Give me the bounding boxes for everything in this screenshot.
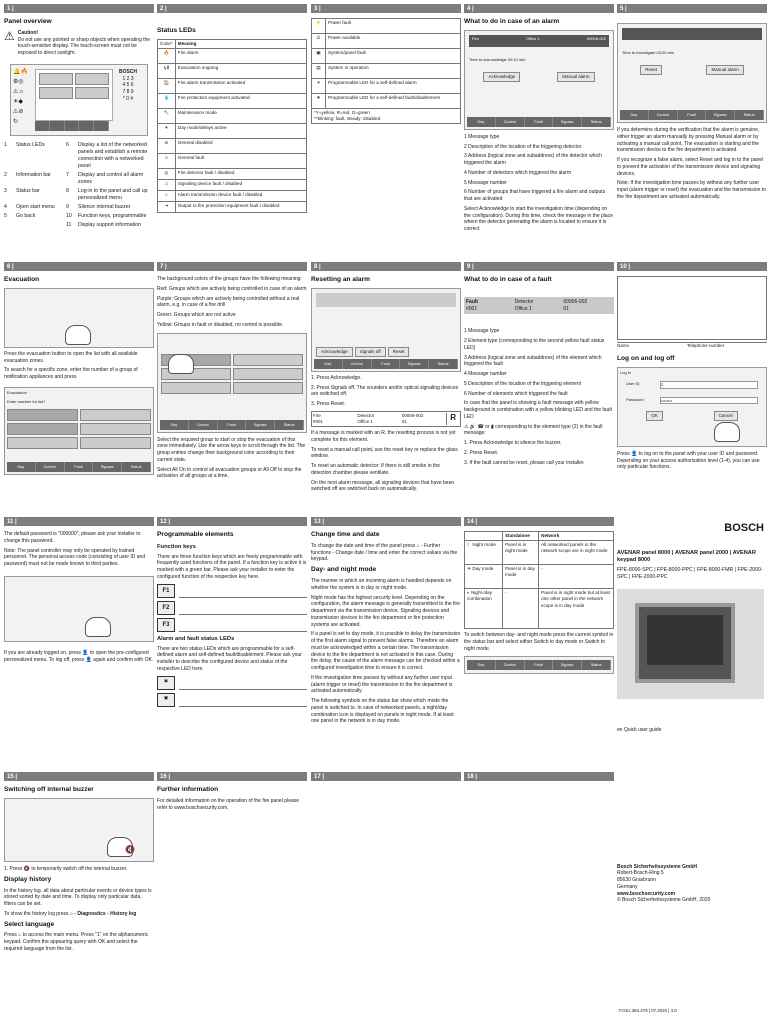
cover-panel: BOSCH AVENAR panel 8000 | AVENAR panel 2000 | AVENAR keypad 8000 FPE-8000-SPC | FPE-8000-PPC | FPE-8000-FMR | FPE-2000-SPC | FPE-2000-PPC en Quick user guide Bosch Sicherheitssysteme GmbH Robert-Bosch-Ring 5 85630 Grasbrunn Germany www.boschsecurity.com © Bosch Sicherheitssysteme GmbH, 2020 F.01U.384.479 | 07.2020 | 4.0	[617, 522, 764, 1014]
section-13: 13 | Change time and date To change the date and time of the panel press ⌂ - Further functions - Change date / time and enter the correct values via the keypad. Day- and night mode The manner in which an incoming alarm is handled depends on whether the system is in day or night mode. Night mode has the highest security level. Depending on the configuration, the alarm message is generally transmitted to the fire department via the transmission device. Signaling devices and transmission devices to the fire department or fire protection systems are activated. If a panel is set to day mode, it is possible to delay the transmission of the first alarm signal to prevent false alarms. Therefore an alarm must be acknowledged within a certain time. The transmission device to the fire department is not activated in this case. During the delay, the cause of the alarm message can be checked within a configured investigation time to ensure it is correct. If the investigation time passes by without any further user input (alarm trigger or reset) the transmission to the fire department is activated automatically. The following symbols on the status bar show which mode the panel is switched to. In case of networked panels, a night/day combination icon is displayed on panels in night mode. If at least one panel in the network is in day mode.	[311, 519, 461, 725]
section-header: 18 |	[464, 772, 614, 781]
section-header: 10 |	[617, 262, 767, 271]
section-5: 5 | Time to investigate 03:00 min Reset Manual alarm Day Control Fault Bypass Status If you determine during the verification that the alarm is genuine, either trigger an alarm manually by pressing Manual alarm or by activating a manual call point. The evacuation is starting and the transmission device to the fire department is activated. If you recognize a false alarm, select Reset and log in to the panel to prevent the activation of the transmission device and signaling devices. Note: If the investigation time passes by without any further user input (alarm trigger or reset) the evacuation and the transmission to the fire department are activated automatically.	[617, 6, 766, 200]
section-title: Status LEDs	[157, 27, 196, 34]
section-2	[157, 0, 307, 213]
legend-list	[4, 142, 154, 229]
acknowledge-button[interactable]: Acknowledge	[483, 72, 520, 82]
page-title: Panel overview	[4, 18, 52, 25]
programmable-alarm-led: ✶	[157, 676, 307, 690]
reset-message: Fire #001 Detector Office 1 00006-002 01 R	[311, 411, 461, 427]
function-key-f2[interactable]: F2	[157, 601, 307, 615]
section-header: 4 |	[464, 4, 614, 13]
keypad[interactable]: BOSCH 1 2 3 4 5 6 7 8 9 * 0 #	[118, 68, 138, 102]
section-header: 3 |	[311, 4, 461, 13]
display-area	[35, 69, 113, 121]
home-icon: ⌂	[69, 910, 73, 917]
manual-alarm-button[interactable]: Manual alarm	[557, 72, 594, 82]
status-led-table: Color* Meaning 🔥 Fire alarm 📢 Evacuation ongoing 🏠 Fire alarm transmission activated 💧 Fire protection equipment activated 🔧 Maintenance mode ☀ Day mode/delays active ⊘ General disabled ⚠ General fault ◎ Fire detector fault / disabled ♫ Signaling device fault / disabled ⌂ Alarm transmission device fault / disabled ⇥ Output to fire protection equipment fault / disabled	[157, 39, 307, 213]
reset-screen: Acknowledge Signals off Reset Day Control Fault Bypass Status	[311, 288, 461, 372]
fire-alarm-icon: 🔥	[158, 49, 176, 64]
detector-icon: ◎	[158, 169, 176, 180]
system-fault-icon: ▣	[312, 49, 326, 64]
buzzer-screen	[4, 798, 154, 862]
status-led-icons: 🔔🔥 ⚙◎ ⚠☼ ☀◆ ⚠⊘ ↻	[13, 68, 28, 125]
bosch-logo: BOSCH	[724, 522, 764, 534]
list-item: 1 Status LEDs 6 Display a list of the networked panels and establish a remote connection with a networked panel	[4, 141, 148, 169]
cancel-button[interactable]: Cancel	[714, 411, 738, 421]
instruction-text: Select Acknowledge to start the investigation time (depending on the configuration). During this time, check the message in the place where the detector generating the alarm is located to ensure it is correct.	[464, 205, 613, 233]
section-title: Evacuation	[4, 276, 40, 283]
section-16: 16 | Further information For detailed information on the operation of the fire panel please refer to www.boschsecurity.com.	[157, 768, 307, 814]
evacuation-icon: 📢	[158, 64, 176, 79]
section-header: 6 |	[4, 262, 154, 271]
sun-icon: ☀	[467, 566, 472, 572]
transmission-fault-icon: ⌂	[158, 191, 176, 202]
acknowledge-button[interactable]: Acknowledge	[316, 347, 353, 357]
caution-title: Caution!	[17, 29, 39, 36]
programmable-alarm-icon: ✶	[312, 79, 326, 94]
list-item: 3 Status bar 8 Log-in to the panel and call up personalized menu	[4, 187, 148, 201]
section-title: Resetting an alarm	[311, 276, 370, 283]
caution-box	[4, 30, 154, 60]
section-17	[311, 768, 461, 786]
section-title: Further information	[157, 786, 219, 793]
section-header: 5 |	[617, 4, 767, 13]
section-9: 9 | What to do in case of a fault Fault #001 Detector Office 1 00006-002 01 1 Message type 2 Element type (corresponding to the second yellow fault status LED) 3 Address (logical zone and subaddress) of the element which triggered the fault 4 Message number 5 Description of the location of the triggering element 6 Number of elements which triggered the fault In case that the panel is showing a fault message with yellow background in combination with a yellow blinking LED and the fault LED ⚠ 🔊 ☎ or ▮ corresponding to the element type (2) in the fault message: 1. Press Acknowledge to silence the buzzer. 2. Press Reset. 3. If the fault cannot be reset, please call your installer.	[464, 258, 614, 469]
reset-button[interactable]: Reset	[640, 65, 662, 75]
disabled-icon: ⊘	[158, 139, 176, 154]
section-12: 12 | Programmable elements Function keys There are three function keys which are freely programmable with frequently used functions of the panel. If a function key is active it is marked with a green bar. Please ask your installer to enter the configured function of the respective key here. F1 F2 F3 Alarm and fault status LEDs There are two status LEDs which are programmable for a self-defined alarm and self-defined fault/disablement. Please ask your installer to describe the configured device and status of the respective LED here. ✶ ✷	[157, 513, 307, 710]
system-ok-icon: ▤	[312, 64, 326, 79]
wrench-icon: 🔧	[158, 109, 176, 124]
section-14: 14 | Standalone Network ☾ Night mode Panel is in night mode All networked panels in the network scope are in night mode ☀ Day mode Panel is in day mode - ◐ Night-/day combination - Panel is in night mode but at least one other panel in the network scope is in day mode To switch between day- and night mode press the current symbol in the status bar and select either Switch to day mode or Switch to night mode. Day Control Fault Bypass Status	[464, 513, 614, 674]
day-night-icon: ◐	[467, 590, 470, 596]
section-15: 15 | Switching off internal buzzer 🔇 1. Press 🔇 to temporarily switch off the internal buzzer. Display history In the history log, all data about particular events or device types is stored sorted by date and time. To display only particular data, filters can be set. To show the history log press ⌂ - Diagnostics - History log Select language Press ⌂ to access the main menu. Press "1" on the alphanumeric keypad. Confirm the appearing query with OK and select the required language from the list.	[4, 768, 154, 1020]
section-6: 6 | Evacuation Press the evacuation button to open the list with all available evacuation zones. To search for a specific zone, enter the number of a group of notification appliances and press Evacuation Enter number for list? Day Control Fault Bypass Status	[4, 258, 154, 513]
section-header: 7 |	[157, 262, 307, 271]
product-image	[617, 589, 764, 699]
section-18	[464, 768, 614, 786]
group-selection-screen: Day Control Fault Bypass Status	[157, 333, 307, 433]
status-bar-illustration: Day Control Fault Bypass Status	[464, 656, 614, 674]
manual-alarm-button[interactable]: Manual alarm	[706, 65, 743, 75]
function-key-f1[interactable]: F1	[157, 584, 307, 598]
section-title: Change time and date	[311, 531, 380, 538]
status-led-table-2: ⚡ Power fault ⏻ Power available ▣ System/panel fault ▤ System in operation ✶ Programmable LED for a self-defined alarm ✷ Programmable LED for a self-defined fault/disablement *Y=yellow, R=red, G=green **blinking: fault, steady: disabled	[311, 18, 461, 124]
section-title: Programmable elements	[157, 531, 234, 538]
sprinkler-icon: 💧	[158, 94, 176, 109]
password-field[interactable]: ••••••••	[660, 397, 758, 404]
section-title: Switching off internal buzzer	[4, 786, 94, 793]
signals-off-button[interactable]: Signals off	[355, 347, 386, 357]
sun-icon: ☀	[158, 124, 176, 139]
evacuation-list-screen: Evacuation Enter number for list? Day Control Fault Bypass Status	[4, 387, 154, 475]
investigation-screen: Time to investigate 03:00 min Reset Manual alarm Day Control Fault Bypass Status	[617, 23, 767, 123]
user-icon: 👤	[85, 656, 92, 663]
power-icon: ⏻	[312, 34, 326, 49]
section-header: 9 |	[464, 262, 614, 271]
section-3	[311, 0, 461, 124]
mute-icon: 🔇	[23, 865, 30, 872]
ok-button[interactable]: OK	[646, 411, 663, 421]
list-item: 5 Go back 10 Function keys, programmable	[4, 213, 147, 220]
horn-icon: ♫	[158, 180, 176, 191]
output-icon: ⇥	[158, 202, 176, 213]
function-key-f3[interactable]: F3	[157, 618, 307, 632]
section-header: 8 |	[311, 262, 461, 271]
power-fault-icon: ⚡	[312, 19, 326, 34]
section-7: 7 | The background colors of the groups have the following meaning: Red: Groups which are actively being controlled in case of an alarm Purple: Groups which are actively being controlled without a real alarm, e.g. in case of a fire drill Green: Groups which are not active Yellow: Groups in fault or disabled, no control is possible. Day Control Fault Bypass Status Select the required group to start or stop the evacuation of this zone immediately. Use the arrow keys to scroll through the list. The group entries change their background color according to their current state. Select All On to control all evacuation groups or All Off to stop the activation of all groups at a time.	[157, 264, 307, 480]
programmable-fault-icon: ✷	[312, 94, 326, 109]
hand-icon	[65, 325, 91, 345]
reset-button[interactable]: Reset	[388, 347, 410, 357]
panel-screen-illustration	[4, 288, 154, 348]
fault-led-icons: ⚠ 🔊 ☎	[464, 423, 484, 430]
home-icon: ⌂	[18, 932, 22, 939]
panel-screen-illustration	[10, 64, 148, 136]
login-screen: Log in User ID 2 Password •••••••• OK Cancel	[617, 367, 767, 447]
section-header: 12 |	[157, 517, 307, 526]
mute-icon: 🔇	[125, 844, 135, 854]
section-title: What to do in case of a fault	[464, 276, 552, 283]
alarm-screen: Fire Office 1 00006-002 Time to acknowledge 00:10 min Acknowledge Manual alarm Day Control Fault Bypass Status	[464, 30, 614, 130]
fault-icon: ⚠	[158, 154, 176, 169]
warning-icon: ⚠	[4, 28, 15, 43]
list-item: 11 Display support information	[66, 222, 141, 229]
section-header: 15 |	[4, 772, 154, 781]
home-icon: ⌂	[416, 542, 420, 549]
section-4: 4 | What to do in case of an alarm Fire Office 1 00006-002 Time to acknowledge 00:10 min Acknowledge Manual alarm Day Control Fault Bypass Status 1 Message type 2 Description of the location of the triggering detector 3 Address (logical zone and subaddress) of the detector which triggered the alarm 4 Number of detectors which triggered the alarm 5 Message number 6 Number of groups that have triggered a fire alarm and outputs that are activated Select Acknowledge to start the investigation time (depending on the configuration). During this time, check the message in the place where the detector generating the alarm is located to ensure it is correct.	[464, 6, 613, 233]
programmable-fault-led: ✷	[157, 693, 307, 707]
section-header: 1 |	[4, 4, 154, 13]
section-header: 17 |	[311, 772, 461, 781]
contact-box	[617, 276, 767, 340]
section-header: 14 |	[464, 517, 614, 526]
section-10: 10 | Name Telephone number Log on and log off Log in User ID 2 Password •••••••• OK Cancel Press 👤 to log on to the panel with your user ID and password. Depending on your access authorization level (1-4), you can use only particular functions.	[617, 258, 767, 474]
day-night-table: Standalone Network ☾ Night mode Panel is in night mode All networked panels in the network scope are in night mode ☀ Day mode Panel is in day mode - ◐ Night-/day combination - Panel is in night mode but at least one other panel in the network scope is in day mode	[464, 531, 614, 629]
section-header: 16 |	[157, 772, 307, 781]
section-title: Log on and log off	[617, 355, 675, 363]
moon-icon: ☾	[467, 542, 472, 548]
fault-message: Fault #001 Detector Office 1 00006-002 01	[464, 297, 614, 315]
section-11: 11 | The default password is "000000", please ask your installer to change this password. Note: The panel controller may only be operated by trained personnel. The personal access code (consisting of user ID and password) must not be made known to third parties. If you are already logged on, press 👤 to open the pre-configured personalized menu. To log off, press 👤 again and confirm with OK.	[4, 519, 154, 663]
user-icon: 👤	[631, 450, 638, 457]
section-title: What to do in case of an alarm	[464, 18, 560, 25]
section-1	[4, 0, 154, 258]
section-8: 8 | Resetting an alarm Acknowledge Signals off Reset Day Control Fault Bypass Status 1. Press Acknowledge. 2. Press Signals off. The sounders and/or optical signaling devices are switched off. 3. Press Reset. Fire #001 Detector Office 1 00006-002 01 R If a message is marked with an R, the resetting process is not yet complete for this element. To reset a manual call point, use the reset key or replace the glass window. To reset an automatic detector: If there is still smoke in the detection chamber please ventilate. On the next alarm message, all signaling devices that have been switched off are switched back on automatically.	[311, 258, 461, 496]
user-id-field[interactable]: 2	[660, 381, 758, 388]
section-header: 2 |	[157, 4, 307, 13]
section-header: 13 |	[311, 517, 461, 526]
transmission-icon: 🏠	[158, 79, 176, 94]
user-icon: 👤	[82, 649, 89, 656]
list-item: 4 Open start menu 9 Silence internal buzzer	[4, 204, 131, 211]
caution-text: Do not use any pointed or sharp objects when operating the touch-sensitive display. The touch-screen must not be exposed to direct sunlight.	[17, 36, 151, 57]
section-header: 11 |	[4, 517, 154, 526]
menu-screen	[4, 576, 154, 642]
list-item: 2 Information bar 7 Display and control all alarm zones	[4, 171, 144, 185]
